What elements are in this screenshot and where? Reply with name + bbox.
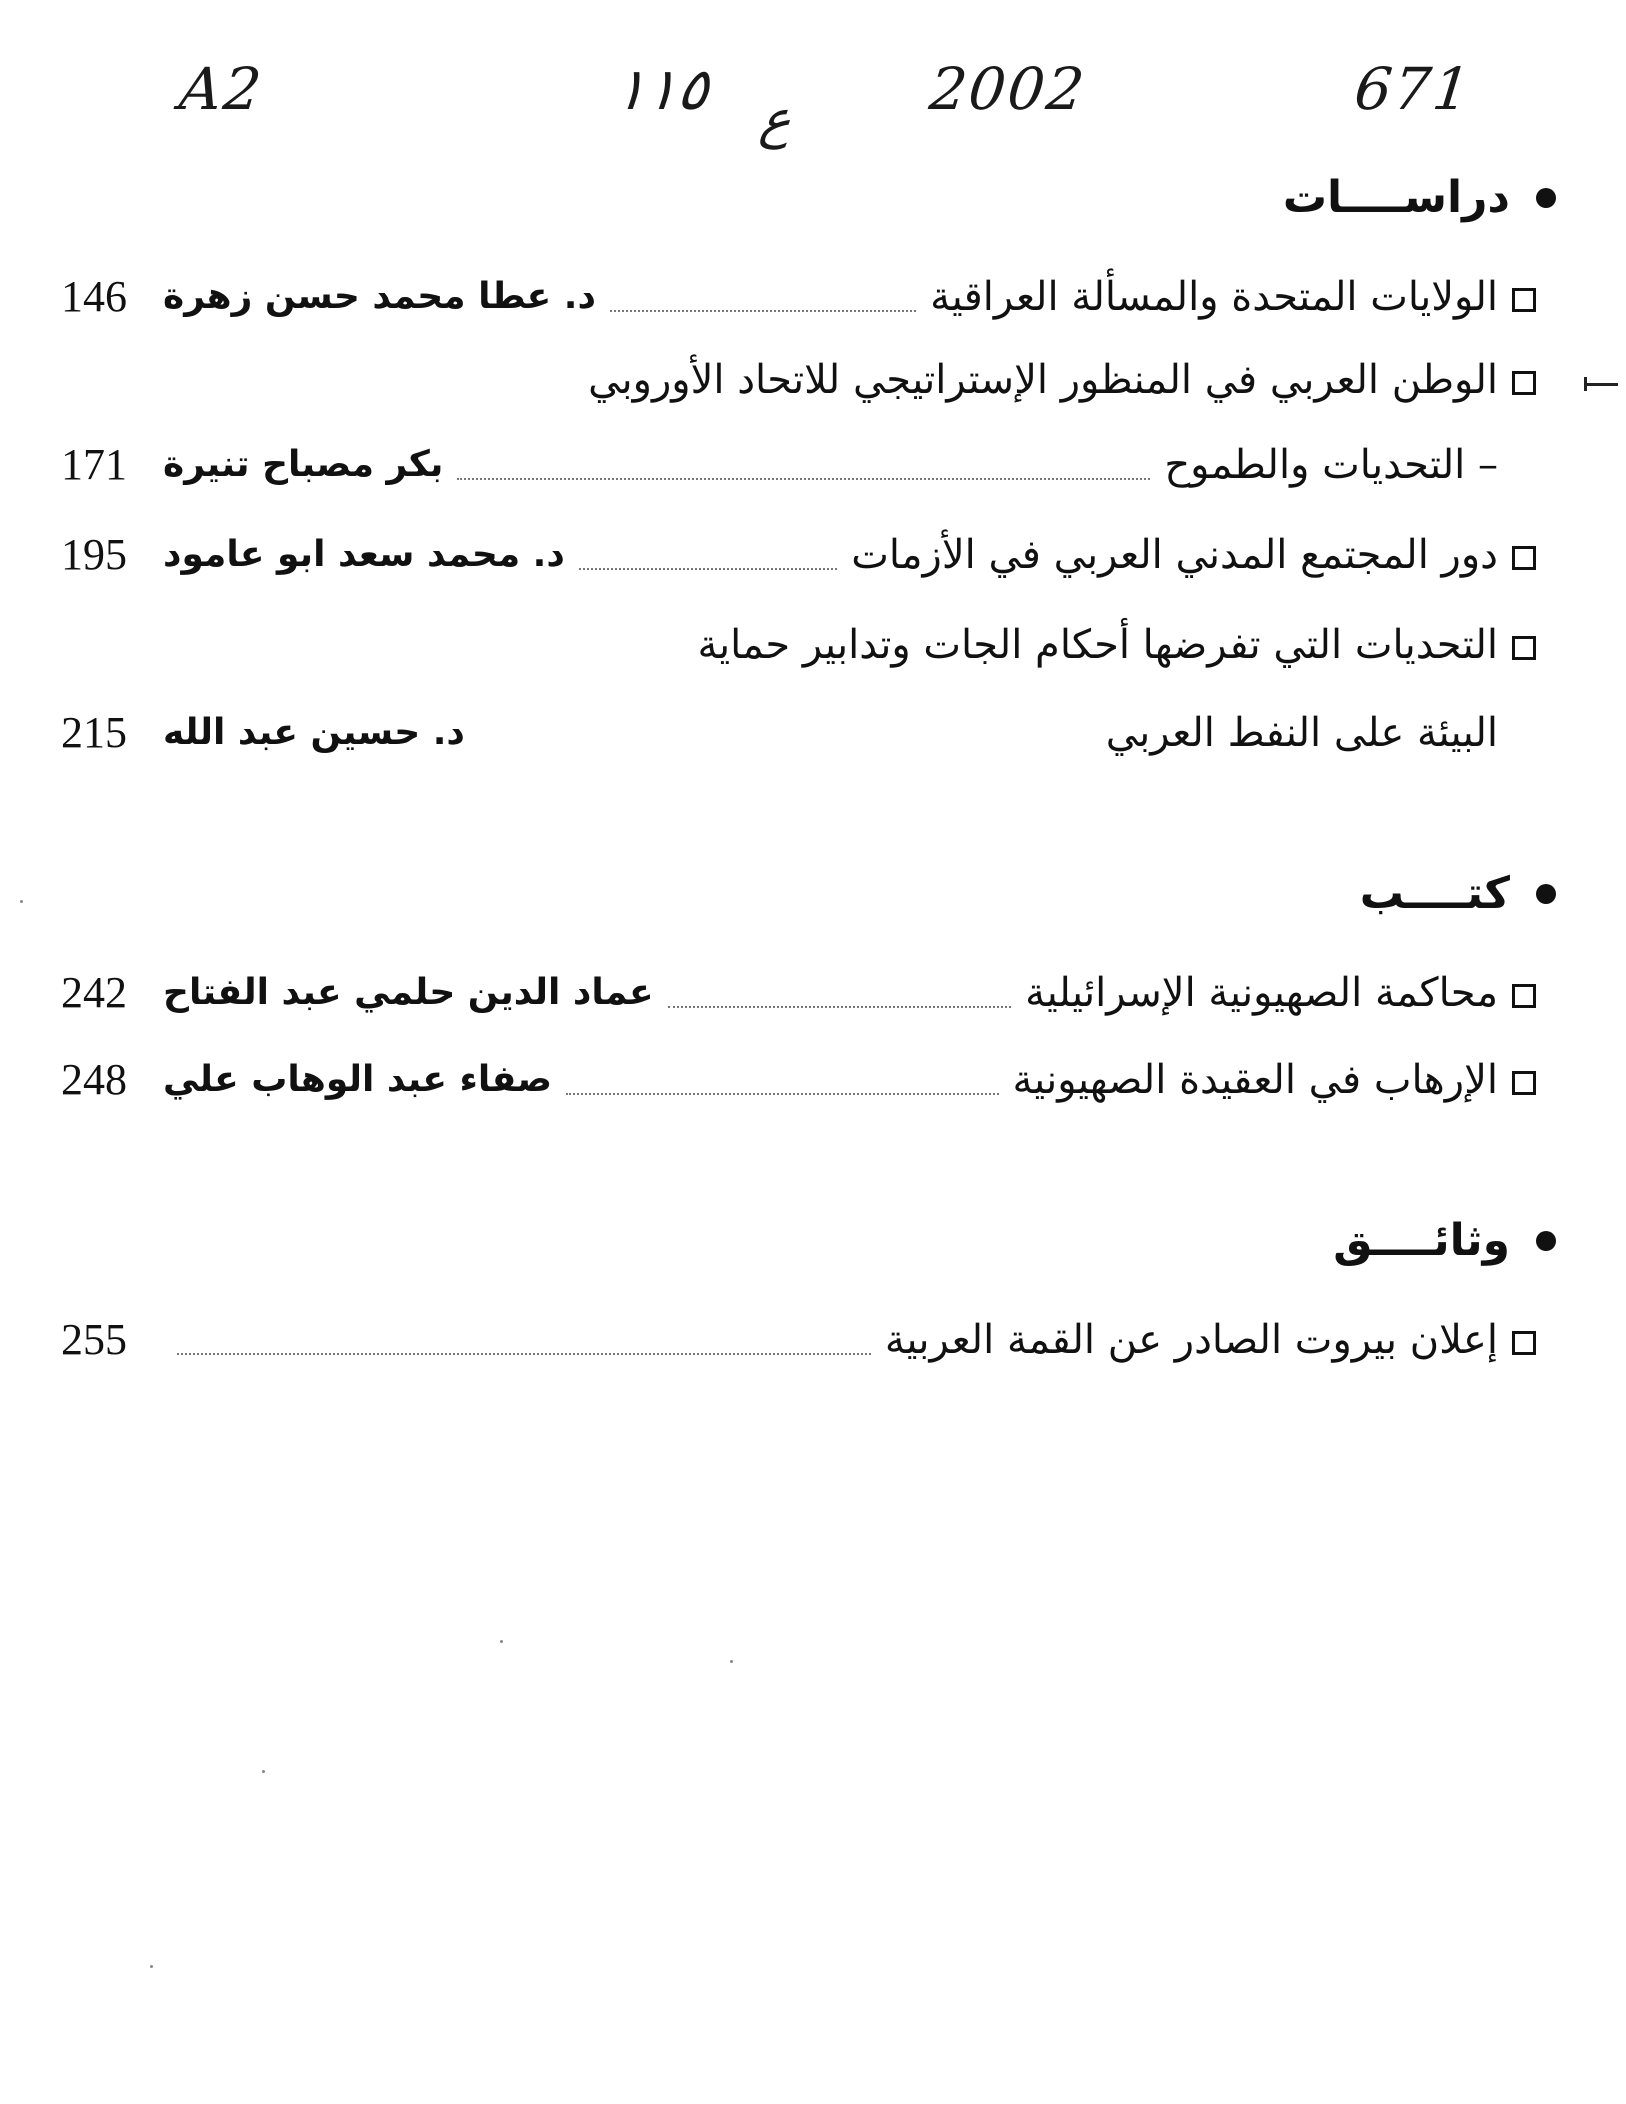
dot-leader [668,1006,1012,1008]
entry-page-number: 248 [61,1055,127,1104]
checkbox-square-icon [1512,1071,1536,1095]
section-heading-documents: وثائــــق [1333,1215,1556,1266]
scan-speck [730,1660,733,1663]
toc-entry[interactable] [61,958,1536,1028]
entry-page-number: 171 [61,440,127,489]
handwritten-year: 2002 [926,55,1090,123]
entry-title: إعلان بيروت الصادر عن القمة العربية [884,1317,1498,1363]
entry-page-number: 195 [61,530,127,579]
scan-speck [500,1640,503,1643]
entry-title: البيئة على النفط العربي [1105,710,1498,756]
checkbox-square-icon [1512,984,1536,1008]
checkbox-square-icon [1512,288,1536,312]
entry-title: دور المجتمع المدني العربي في الأزمات [851,532,1498,578]
entry-author: د. حسين عبد الله [163,712,465,753]
toc-entry[interactable] [61,520,1536,590]
entry-title-line: التحديات التي تفرضها أحكام الجات وتدابير حماية [698,610,1537,680]
entry-title: الإرهاب في العقيدة الصهيونية [1012,1057,1498,1103]
dot-leader [566,1093,998,1095]
entry-title-line: الوطن العربي في المنظور الإستراتيجي للاتحاد الأوروبي [588,345,1536,415]
entry-page-number: 255 [61,1315,127,1364]
scan-speck [262,1770,265,1773]
checkbox-square-icon [1512,546,1536,570]
entry-title: الولايات المتحدة والمسألة العراقية [930,274,1498,320]
checkbox-square-icon [1512,1331,1536,1355]
dot-leader [610,310,916,312]
handwritten-letter: ع [756,90,795,150]
entry-page-number: 146 [61,272,127,321]
entry-author: د. عطا محمد حسن زهرة [163,276,596,317]
entry-page-number: 215 [61,708,127,757]
bullet-icon [1536,1231,1556,1251]
entry-title: محاكمة الصهيونية الإسرائيلية [1025,970,1498,1016]
dot-leader [177,1353,871,1355]
margin-mark [1584,383,1618,386]
entry-author: بكر مصباح تنيرة [163,444,444,485]
entry-page-number: 242 [61,968,127,1017]
checkbox-square-icon [1512,636,1536,660]
entry-title: – التحديات والطموح [1164,442,1498,488]
toc-entry[interactable] [61,698,1536,768]
bullet-icon [1536,188,1556,208]
toc-entry[interactable] [61,1045,1536,1115]
toc-entry[interactable] [61,1305,1536,1375]
entry-author: عماد الدين حلمي عبد الفتاح [163,972,654,1013]
scan-speck [150,1965,153,1968]
scan-speck [20,900,23,903]
toc-entry[interactable] [61,262,1536,332]
section-heading-studies: دراســــات [1283,172,1556,223]
handwritten-number: 671 [1351,55,1476,123]
bullet-icon [1536,884,1556,904]
checkbox-square-icon [1512,371,1536,395]
dot-leader [579,568,837,570]
handwritten-issue: ١١٥ [611,55,713,123]
section-heading-books: كتــــب [1360,868,1556,919]
toc-entry[interactable] [61,430,1536,500]
entry-author: صفاء عبد الوهاب علي [163,1059,553,1100]
dot-leader [457,478,1150,480]
entry-author: د. محمد سعد ابو عامود [163,534,565,575]
handwritten-code: A2 [176,55,267,123]
